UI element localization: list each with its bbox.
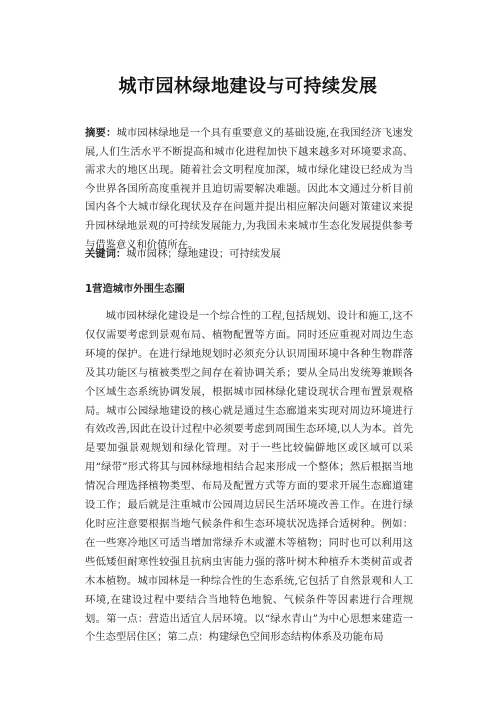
section-body-paragraph: 城市园林绿化建设是一个综合性的工程,包括规划、设计和施工,这不仅仅需要考虑到景观布局、植物配置等方面。同时还应重视对周边生态环境的保护。在进行绿地规划时必须充分认识周围环境中各种生物群落及其功能区与植被类型之间存在着协调关系；要从全局出发统筹兼顾各个区域生态系统协调发展，根据城市园林绿化建设现状合理布置景观格局。城市公园绿地建设的核心就是通过生态廊道来实现对周边环境进行有效改善,因此在设计过程中必须要考虑到周围生态环境,以人为本。首先是要加强景观规划和绿化管理。对于一些比较偏僻地区或区域可以采用“绿带”形式将其与园林绿地相结合起来形成一个整体；然后根据当地情况合理选择植物类型、布局及配置方式等方面的要求开展生态廊道建设工作；最后就是注重城市公园周边居民生活环境改善工作。在进行绿化时应注意要根据当地气候条件和生态环境状况选择合适树种。例如：在一些寒冷地区可适当增加常绿乔木或灌木等植物；同时也可以利用这些低矮但耐寒性较强且抗病虫害能力强的落叶树木种植乔木类树苗或者木本植物。城市园林是一种综合性的生态系统,它包括了自然景观和人工环境,在建设过程中要结合当地特色地貌、气候条件等因素进行合理规划。第一点：营造出适宜人居环境。以“绿水青山”为中心思想来建造一个生态型居住区；第二点：构建绿色空间形态结构体系及功能布局 [85,310,413,644]
keywords-label: 关键词： [85,248,127,260]
abstract-label: 摘要： [85,127,117,139]
keywords-line [85,245,413,263]
abstract-text: 城市园林绿地是一个具有重要意义的基础设施,在我国经济飞速发展,人们生活水平不断提高和城市化进程加快下越来越多对环境要求高、需求大的地区出现。随着社会文明程度加深，城市绿化建设已经成为当今世界各国所高度重视并且迫切需要解决难题。因此本文通过分析目前国内各个大城市绿化现状及存在问题并提出相应解决问题对策建议来提升园林绿地景观的可持续发展能力,为我国未来城市生态化发展提供参考与借鉴意义和价值所在。 [85,127,414,251]
document-title: 城市园林绿地建设与可持续发展 [118,76,378,97]
abstract-paragraph [85,124,413,254]
section-heading: 1营造城市外围生态圈 [85,283,185,295]
keywords-text: 城市园林；绿地建设；可持续发展 [126,248,281,260]
